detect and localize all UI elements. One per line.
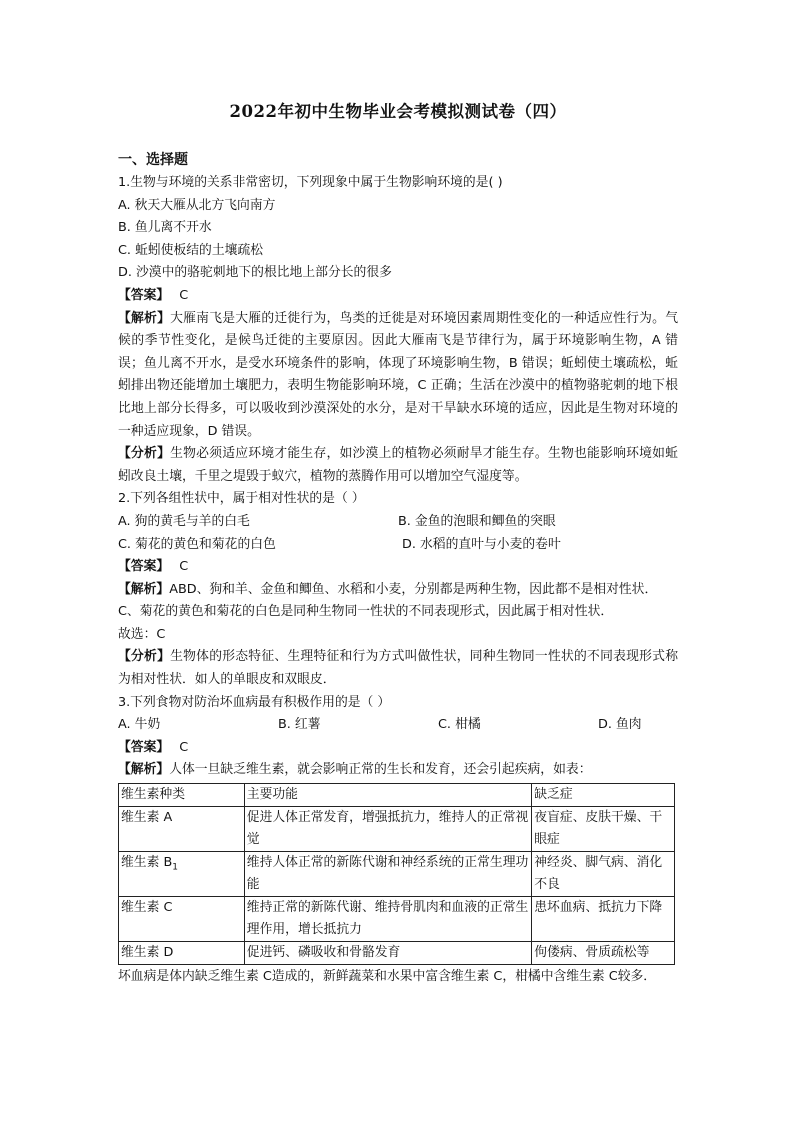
vitamin-name — [119, 852, 245, 897]
table-header-cell: 主要功能 — [244, 784, 531, 807]
vitamin-function: 促进人体正常发育，增强抵抗力，维持人的正常视觉 — [244, 807, 531, 852]
analysis-text: 人体一旦缺乏维生素，就会影响正常的生长和发育，还会引起疾病，如表： — [169, 762, 592, 778]
q2-option-c: C. 菊花的黄色和菊花的白色 — [118, 536, 276, 552]
q3-option-c: C. 柑橘 — [438, 717, 481, 733]
vitamin-function: 促进钙、磷吸收和骨骼发育 — [244, 942, 531, 965]
q3-option-a: A. 牛奶 — [118, 717, 161, 733]
answer-value: C — [179, 739, 189, 755]
q1-stem: 1.生物与环境的关系非常密切，下列现象中属于生物影响环境的是( ) — [118, 175, 503, 190]
vitamin-name-text: 维生素 B — [121, 855, 173, 871]
fenxi-text: 生物体的形态特征、生理特征和行为方式叫做性状，同种生物同一性状的不同表现形式称为相对性状．如人的单眼皮和双眼皮． — [118, 649, 679, 688]
analysis-tag: 【解析】 — [118, 581, 170, 597]
page-title: 2022年初中生物毕业会考模拟测试卷（四） — [229, 102, 567, 121]
fenxi-tag: 【分析】 — [118, 649, 171, 665]
fenxi-text: 生物必须适应环境才能生存，如沙漠上的植物必须耐旱才能生存。生物也能影响环境如蚯蚓改良土壤，千里之堤毁于蚁穴，植物的蒸腾作用可以增加空气湿度等。 — [118, 446, 679, 484]
table-row — [119, 852, 675, 897]
answer-tag: 【答案】 — [118, 559, 170, 575]
vitamin-deficiency: 患坏血病、抵抗力下降 — [532, 897, 675, 942]
q2-option-a: A. 狗的黄毛与羊的白毛 — [118, 513, 250, 529]
q3-analysis — [118, 759, 678, 782]
analysis-tag: 【解析】 — [118, 762, 170, 778]
table-header-cell: 缺乏症 — [532, 784, 675, 807]
q2-analysis-2: C、菊花的黄色和菊花的白色是同种生物同一性状的不同表现形式，因此属于相对性状． — [118, 604, 614, 620]
q2-options-row-1 — [118, 511, 678, 534]
vitamin-function: 维持人体正常的新陈代谢和神经系统的正常生理功能 — [244, 852, 531, 897]
analysis-tag: 【解析】 — [118, 310, 171, 326]
table-row — [119, 897, 675, 942]
vitamin-deficiency: 佝偻病、骨质疏松等 — [532, 942, 675, 965]
q1-option-c: C. 蚯蚓使板结的土壤疏松 — [118, 242, 264, 258]
q2-options-row-2 — [118, 534, 678, 557]
q1-fenxi — [118, 443, 678, 488]
answer-value: C — [179, 287, 189, 303]
q1-answer — [118, 285, 678, 308]
q2-option-b: B. 金鱼的泡眼和鲫鱼的突眼 — [398, 513, 556, 529]
analysis-text: ABD、狗和羊、金鱼和鲫鱼、水稻和小麦，分别都是两种生物，因此都不是相对性状． — [169, 581, 658, 597]
analysis-text: 大雁南飞是大雁的迁徙行为，鸟类的迁徙是对环境因素周期性变化的一种适应性行为。气候的季节性变化，是候鸟迁徙的主要原因。因此大雁南飞是节律行为，属于环境影响生物，A 错误；鱼儿离不开水，是受水环境条件的影响，体现了环境影响生物，B 错误；蚯蚓使土壤疏松，蚯蚓排出物还能增加土壤肥力，表明生物能影响环境，C 正确；生活在沙漠中的植物骆驼刺的地下根比地上部分长得多，可以吸收到沙漠深处的水分，是对干旱缺水环境的适应，因此是生物对环境的一种适应现象，D 错误。 — [118, 310, 679, 439]
q2-stem: 2.下列各组性状中，属于相对性状的是（ ） — [118, 491, 365, 507]
q2-option-d: D. 水稻的直叶与小麦的卷叶 — [402, 536, 561, 552]
q2-choice: 故选：C — [118, 626, 166, 642]
vitamin-function: 维持正常的新陈代谢、维持骨肌肉和血液的正常生理作用，增长抵抗力 — [244, 897, 531, 942]
q2-fenxi — [118, 646, 678, 691]
q3-stem: 3.下列食物对防治坏血病最有积极作用的是（ ） — [118, 694, 391, 710]
q3-options-row — [118, 714, 678, 737]
vitamin-deficiency: 夜盲症、皮肤干燥、干眼症 — [532, 807, 675, 852]
q1-option-d: D. 沙漠中的骆驼刺地下的根比地上部分长的很多 — [118, 265, 392, 281]
question-content — [118, 172, 678, 989]
q1-analysis — [118, 308, 678, 444]
vitamin-name: 维生素 C — [119, 897, 245, 942]
answer-tag: 【答案】 — [118, 739, 170, 755]
vitamin-name: 维生素 A — [119, 807, 245, 852]
answer-value: C — [179, 559, 189, 575]
section-heading: 一、选择题 — [118, 152, 188, 168]
fenxi-tag: 【分析】 — [118, 446, 171, 462]
q2-analysis — [118, 579, 678, 602]
vitamin-subscript: 1 — [172, 862, 178, 873]
q3-option-d: D. 鱼肉 — [598, 717, 642, 733]
answer-tag: 【答案】 — [118, 287, 170, 303]
vitamin-name: 维生素 D — [119, 942, 245, 965]
table-row — [119, 807, 675, 852]
q3-answer — [118, 737, 678, 760]
q3-option-b: B. 红薯 — [278, 717, 321, 733]
q1-option-b: B. 鱼儿离不开水 — [118, 220, 212, 236]
q2-answer — [118, 556, 678, 579]
vitamin-table — [118, 783, 675, 965]
q3-conclusion: 坏血病是体内缺乏维生素 C造成的，新鲜蔬菜和水果中富含维生素 C，柑橘中含维生素 C较多． — [118, 969, 657, 985]
table-row — [119, 942, 675, 965]
vitamin-deficiency: 神经炎、脚气病、消化不良 — [532, 852, 675, 897]
q1-option-a: A. 秋天大雁从北方飞向南方 — [118, 197, 276, 213]
table-header-cell: 维生素种类 — [119, 784, 245, 807]
table-header-row — [119, 784, 675, 807]
